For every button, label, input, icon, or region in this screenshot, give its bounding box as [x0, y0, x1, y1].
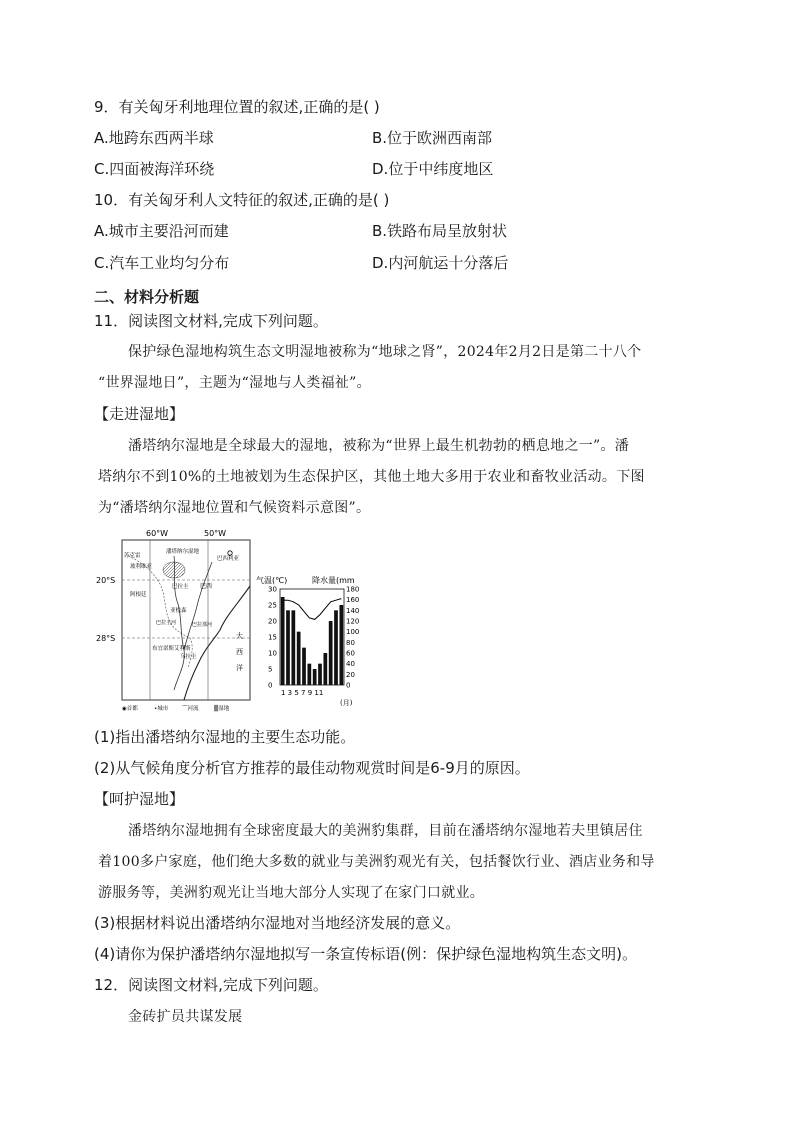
map-label-ocean-1: 大 — [236, 632, 243, 640]
q9-option-c: C.四面被海洋环绕 — [94, 160, 215, 178]
map-wetland-area — [163, 562, 185, 578]
q9-option-b: B.位于欧洲西南部 — [372, 129, 493, 147]
chart-right-tick-label: 0 — [346, 681, 351, 690]
map-label-sucre: 苏克雷 — [124, 553, 141, 559]
q11-para2-line2: 着100多户家庭，他们绝大多数的就业与美洲豹观光有关，包括餐饮行业、酒店业务和导 — [98, 854, 655, 870]
map-lon-50w: 50°W — [204, 529, 227, 538]
q11-intro-line2: “世界湿地日”，主题为“湿地与人类福祉”。 — [98, 375, 371, 391]
chart-left-tick-label: 15 — [268, 633, 277, 642]
q10-option-d: D.内河航运十分落后 — [372, 254, 509, 272]
chart-right-tick-label: 120 — [346, 617, 360, 626]
map-label-ocean-3: 洋 — [236, 664, 243, 672]
chart-left-tick-label: 20 — [268, 617, 277, 626]
chart-ylabel-left: 气温(℃) — [256, 576, 288, 585]
chart-x-ticks: 1 3 5 7 9 11 — [281, 689, 324, 697]
q12-stem: 12．阅读图文材料,完成下列问题。 — [94, 976, 328, 994]
q11-para1-line1: 潘塔纳尔湿地是全球最大的湿地，被称为“世界上最生机勃勃的栖息地之一”。潘 — [128, 438, 630, 454]
chart-right-tick-label: 60 — [346, 649, 355, 658]
q10-option-b: B.铁路布局呈放射状 — [372, 222, 508, 240]
wetland-location-map — [96, 526, 258, 716]
map-label-ocean-2: 西 — [236, 648, 243, 656]
chart-precip-bar — [281, 597, 285, 685]
chart-right-tick-label: 180 — [346, 585, 360, 594]
map-label-brazil: 巴西 — [200, 583, 213, 590]
map-label-asuncion: 亚松森 — [170, 608, 187, 614]
section-title: 二、材料分析题 — [94, 288, 200, 306]
chart-precip-bar — [339, 605, 343, 685]
chart-precip-bar — [307, 664, 311, 685]
q11-heading-explore: 【走进湿地】 — [94, 405, 185, 423]
chart-left-tick-label: 0 — [268, 681, 273, 690]
chart-right-tick-label: 40 — [346, 660, 355, 669]
q11-para1-line3: 为“潘塔纳尔湿地位置和气候资料示意图”。 — [98, 500, 371, 516]
chart-right-tick-label: 20 — [346, 670, 355, 679]
climate-chart — [256, 573, 368, 709]
map-label-wetland: 潘塔纳尔湿地 — [166, 549, 200, 555]
map-legend-river: ⌒河流 — [182, 706, 199, 712]
q9-option-d: D.位于中纬度地区 — [372, 160, 494, 178]
map-label-buenos-aires: 布宜诺斯艾利斯 — [152, 646, 191, 652]
q11-para2-line1: 潘塔纳尔湿地拥有全球密度最大的美洲豹集群，目前在潘塔纳尔湿地若夫里镇居住 — [128, 823, 643, 839]
q11-para1-line2: 塔纳尔不到10%的土地被划为生态保护区，其他土地大多用于农业和畜牧业活动。下图 — [98, 469, 645, 485]
map-label-parana-river: 巴拉那河 — [192, 622, 213, 628]
q11-sub3: (3)根据材料说出潘塔纳尔湿地对当地经济发展的意义。 — [94, 914, 461, 932]
chart-precip-bar — [334, 610, 338, 685]
chart-left-tick-label: 10 — [268, 649, 277, 658]
q10-stem: 10．有关匈牙利人文特征的叙述,正确的是( ) — [94, 191, 390, 209]
chart-x-unit: (月) — [340, 699, 353, 707]
map-legend-capital: ◉首都 — [122, 706, 138, 712]
map-legend-wetland: ▒湿地 — [214, 706, 230, 712]
chart-left-axis — [268, 586, 277, 690]
chart-precip-bar — [313, 669, 317, 685]
chart-precip-bars — [281, 597, 343, 685]
map-capital-brasilia — [228, 551, 232, 555]
map-legend-city: •城市 — [154, 706, 169, 712]
chart-precip-bar — [297, 632, 301, 685]
chart-right-axis — [346, 586, 359, 690]
q9-option-a: A.地跨东西两半球 — [94, 129, 214, 147]
map-label-paraguay: 巴拉圭 — [172, 584, 189, 590]
chart-left-tick-label: 5 — [268, 665, 273, 674]
map-lon-60w: 60°W — [146, 529, 169, 538]
map-label-uruguay: 乌拉圭 — [180, 654, 197, 660]
chart-precip-bar — [302, 648, 306, 685]
q9-stem: 9．有关匈牙利地理位置的叙述,正确的是( ) — [94, 98, 380, 116]
chart-precip-bar — [291, 610, 295, 685]
q11-heading-protect: 【呵护湿地】 — [94, 790, 185, 808]
map-label-paraguay-river: 巴拉圭河 — [156, 620, 177, 626]
q11-stem: 11．阅读图文材料,完成下列问题。 — [94, 312, 328, 330]
q10-option-a: A.城市主要沿河而建 — [94, 222, 229, 240]
chart-right-tick-label: 100 — [346, 628, 360, 637]
chart-precip-bar — [318, 664, 322, 685]
map-label-brasilia: 巴西利亚 — [217, 556, 240, 562]
q11-para2-line3: 游服务等，美洲豹观光让当地大部分人实现了在家门口就业。 — [98, 885, 485, 901]
chart-left-tick-label: 30 — [268, 585, 277, 594]
chart-right-tick-label: 140 — [346, 606, 360, 615]
map-lat-28s: 28°S — [96, 634, 116, 643]
map-label-argentina: 阿根廷 — [130, 592, 147, 598]
chart-left-tick-label: 25 — [268, 601, 277, 610]
chart-precip-bar — [323, 653, 327, 685]
chart-precip-bar — [329, 621, 333, 685]
chart-right-tick-label: 160 — [346, 596, 360, 605]
q11-sub2: (2)从气候角度分析官方推荐的最佳动物观赏时间是6-9月的原因。 — [94, 759, 530, 777]
map-coastline — [184, 586, 250, 700]
q11-sub1: (1)指出潘塔纳尔湿地的主要生态功能。 — [94, 728, 356, 746]
map-label-bolivia: 玻利维亚 — [130, 564, 153, 570]
q12-intro: 金砖扩员共谋发展 — [128, 1009, 243, 1025]
q11-sub4: (4)请你为保护潘塔纳尔湿地拟写一条宣传标语(例：保护绿色湿地构筑生态文明)。 — [94, 945, 637, 963]
chart-right-tick-label: 80 — [346, 638, 355, 647]
map-lat-20s: 20°S — [96, 576, 116, 585]
chart-precip-bar — [286, 610, 290, 685]
q10-option-c: C.汽车工业均匀分布 — [94, 254, 230, 272]
chart-ylabel-right: 降水量(mm — [312, 576, 355, 585]
q11-intro-line1: 保护绿色湿地构筑生态文明湿地被称为“地球之肾”，2024年2月2日是第二十八个 — [128, 344, 642, 360]
